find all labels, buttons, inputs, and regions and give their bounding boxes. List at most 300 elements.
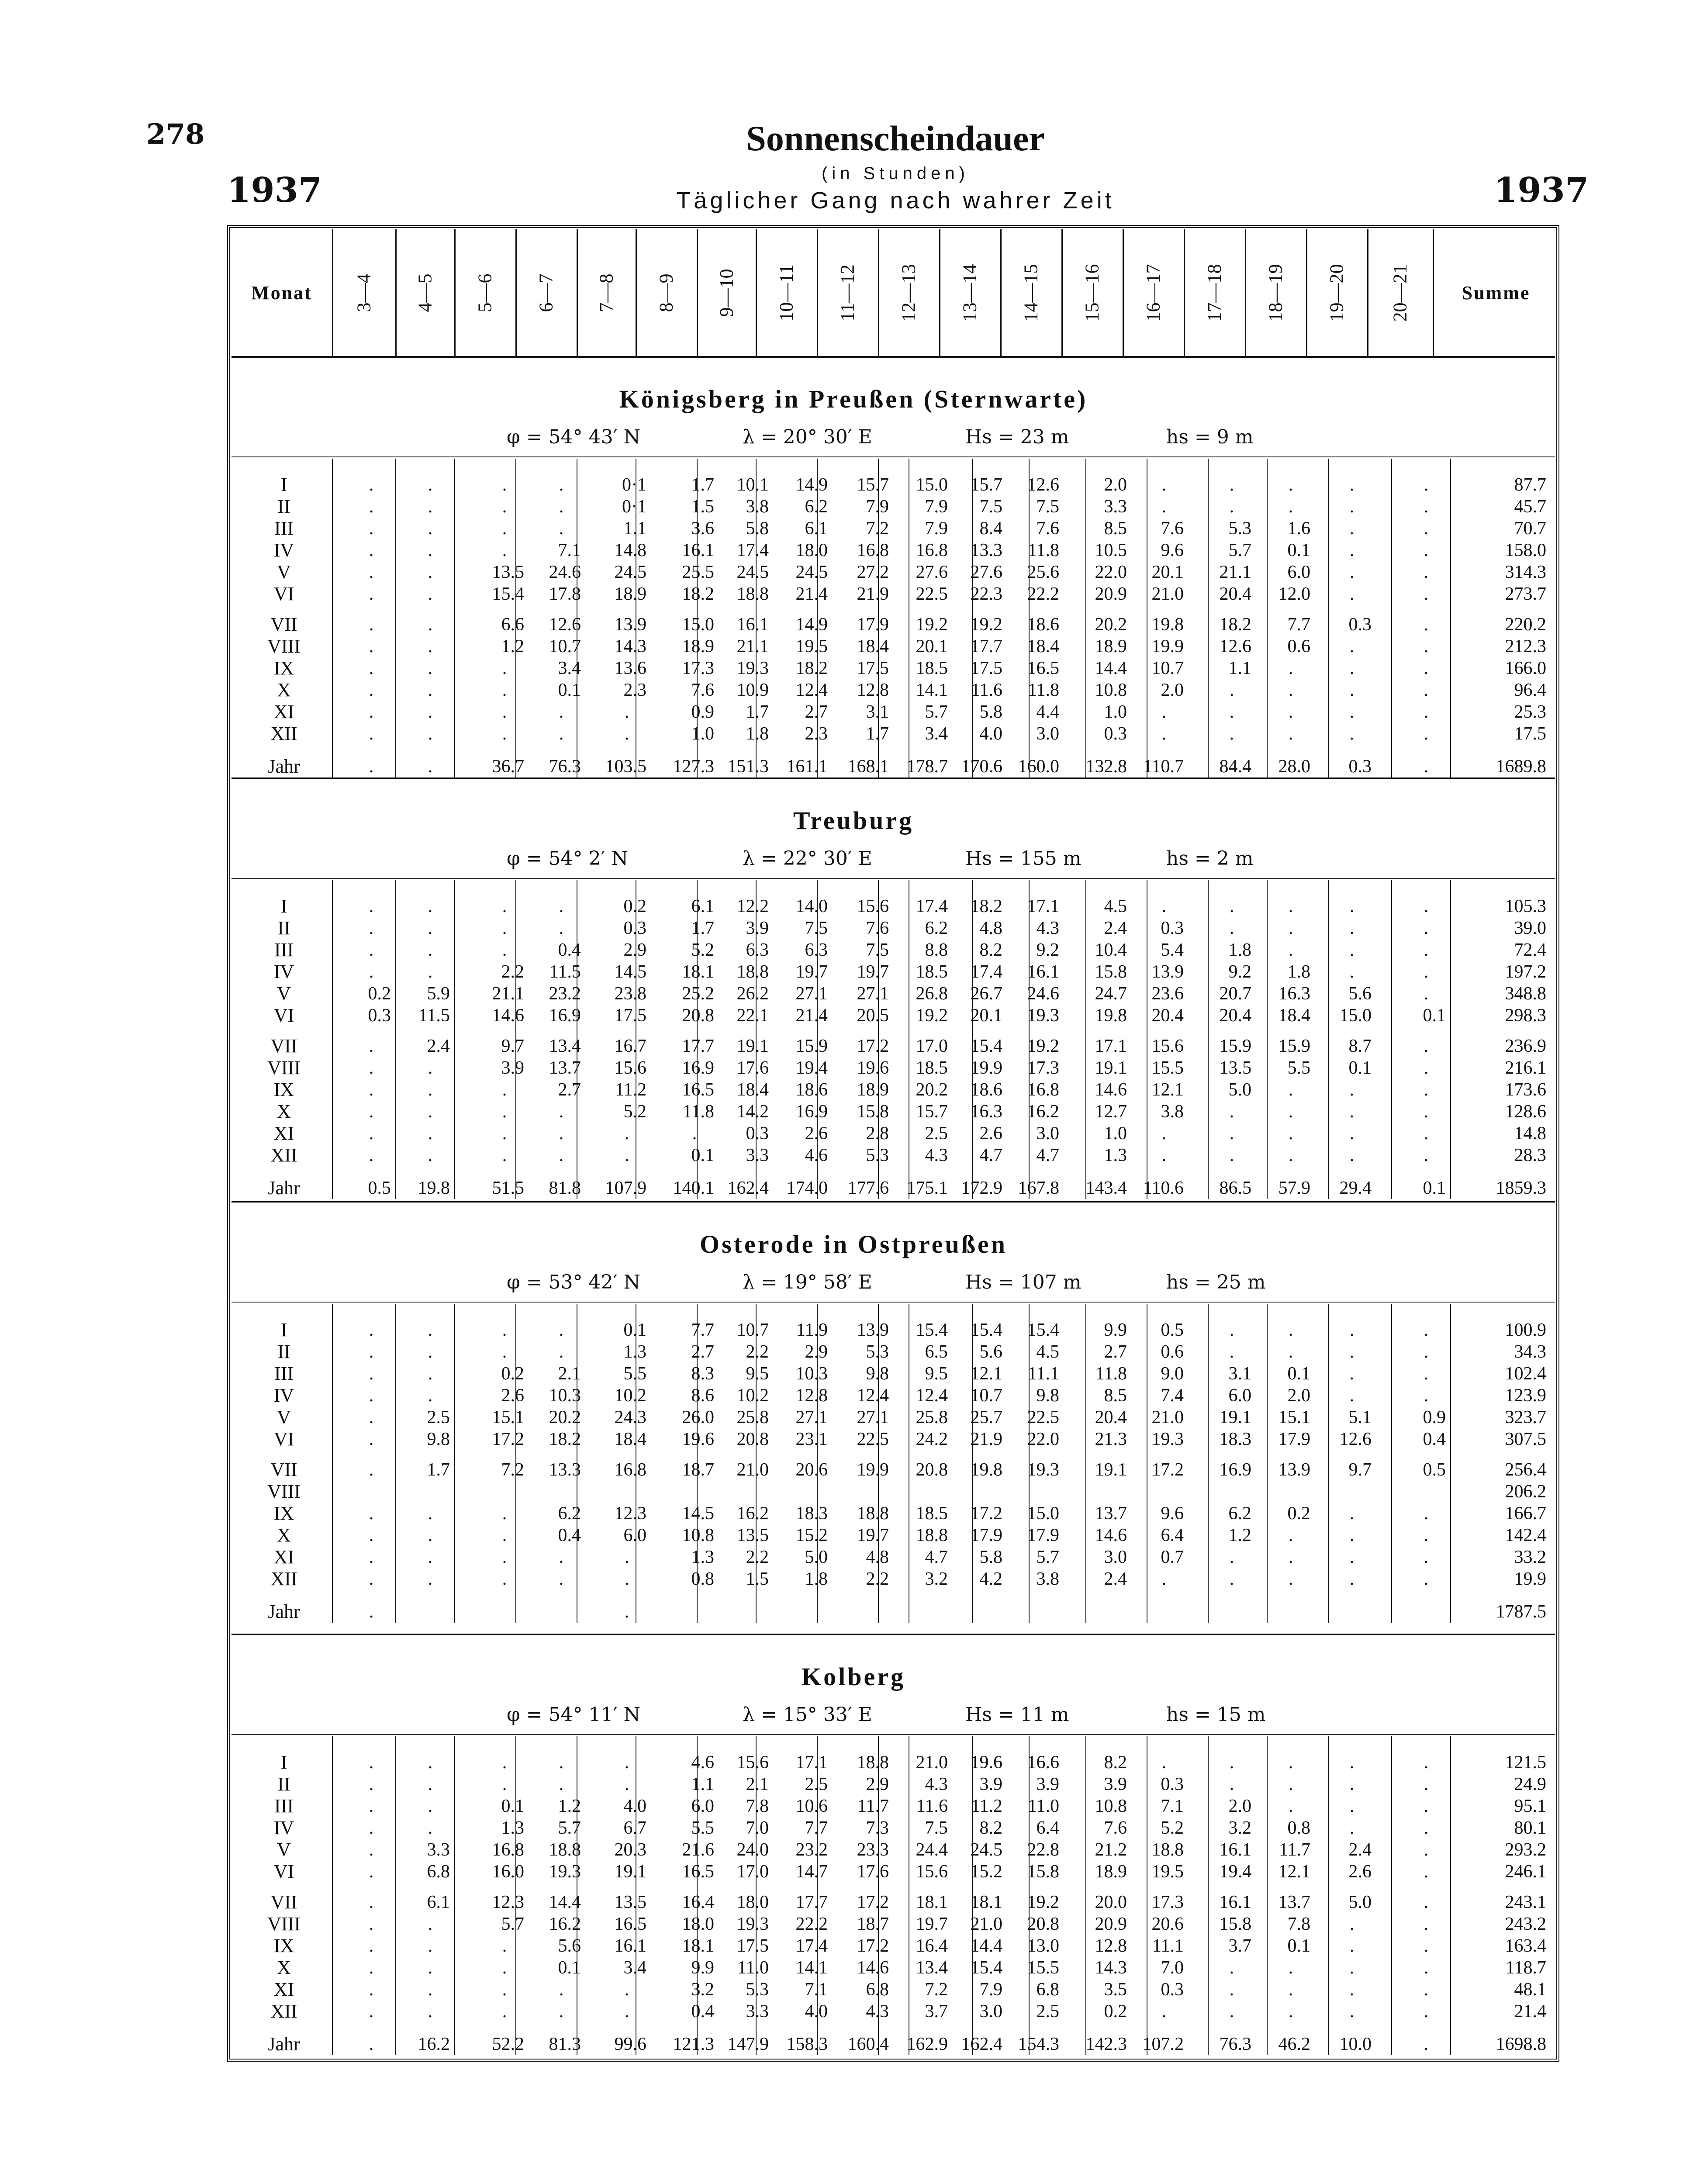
table-cell: 22.5 — [857, 1429, 889, 1449]
table-cell: . — [1349, 724, 1355, 744]
table-cell: . — [1349, 540, 1355, 560]
table-cell: . — [1161, 1752, 1167, 1773]
table-cell: . — [428, 702, 433, 722]
header-hour-text: 17—18 — [1203, 264, 1225, 321]
table-cell: 10.1 — [736, 475, 769, 495]
header-hour-3-4 — [332, 229, 395, 356]
table-cell: 2.8 — [866, 1123, 889, 1144]
table-cell: 0.1 — [501, 1796, 524, 1816]
row-sum: 298.3 — [1505, 1006, 1546, 1026]
table-cell: 15.7 — [916, 1102, 948, 1122]
row-sum: 128.6 — [1505, 1102, 1546, 1122]
table-cell: 3.8 — [746, 497, 769, 517]
table-cell: 12.0 — [1278, 584, 1310, 604]
table-cell: 18.2 — [795, 658, 828, 678]
table-cell: 14.6 — [1095, 1080, 1127, 1100]
table-cell: 127.3 — [673, 757, 714, 777]
table-cell: 20.4 — [1219, 584, 1251, 604]
table-cell: 22.0 — [1027, 1429, 1059, 1449]
row-sum: 323.7 — [1505, 1407, 1546, 1427]
table-cell: 17.2 — [857, 1892, 889, 1912]
table-cell: 13.9 — [614, 615, 646, 635]
table-cell: . — [1229, 1547, 1234, 1567]
table-cell: . — [1288, 1980, 1293, 2000]
table-cell: 17.4 — [736, 540, 769, 560]
table-cell: 2.4 — [1104, 918, 1127, 938]
table-cell: 20.8 — [736, 1429, 769, 1449]
table-cell: 18.3 — [1219, 1429, 1251, 1449]
table-cell: 22.5 — [1027, 1407, 1059, 1427]
table-cell: . — [1349, 1818, 1355, 1838]
page-number: 278 — [146, 118, 205, 151]
table-cell: 7.1 — [1161, 1796, 1184, 1816]
table-cell: 11.1 — [1028, 1364, 1059, 1384]
table-cell: 5.2 — [623, 1102, 646, 1122]
table-cell: 8.8 — [925, 940, 948, 960]
table-cell: 23.3 — [857, 1840, 889, 1860]
row-sum: 236.9 — [1505, 1036, 1546, 1056]
row-sum: 39.0 — [1514, 918, 1546, 938]
table-cell: 2.7 — [558, 1080, 581, 1100]
table-cell: 24.3 — [614, 1407, 646, 1427]
table-cell: 9.7 — [501, 1036, 524, 1056]
table-cell: . — [502, 1320, 507, 1340]
table-cell: . — [1229, 1123, 1234, 1144]
month-label: II — [277, 1341, 290, 1362]
table-cell: 16.3 — [970, 1102, 1002, 1122]
table-cell: 23.6 — [1151, 984, 1184, 1004]
table-cell: . — [428, 896, 433, 916]
section-lambda: λ = 19° 58′ E — [743, 1271, 872, 1293]
table-cell: 24.5 — [736, 562, 769, 582]
table-cell: 0.5 — [1423, 1460, 1446, 1480]
table-cell: 11.5 — [549, 962, 581, 982]
table-cell: 19.3 — [736, 658, 769, 678]
table-cell: . — [1424, 940, 1429, 960]
table-cell: . — [1288, 1080, 1293, 1100]
column-divider — [454, 1736, 455, 2055]
table-cell: 20.3 — [614, 1840, 646, 1860]
table-cell: . — [1349, 658, 1355, 678]
table-cell: . — [428, 757, 433, 777]
table-cell: 18.5 — [916, 1058, 948, 1078]
header-divider — [395, 229, 397, 356]
table-cell: 14.6 — [492, 1006, 524, 1026]
table-cell: 10.2 — [614, 1386, 646, 1406]
table-cell: 1.8 — [805, 1569, 828, 1589]
table-cell: 1.5 — [746, 1569, 769, 1589]
table-cell: . — [1424, 518, 1429, 539]
table-cell: 6.3 — [805, 940, 828, 960]
table-cell: . — [428, 1958, 433, 1978]
table-cell: . — [1349, 584, 1355, 604]
table-cell: 107.2 — [1142, 2034, 1184, 2054]
month-label: XII — [270, 2001, 297, 2022]
table-cell: . — [428, 1364, 433, 1384]
table-cell: 10.4 — [1095, 940, 1127, 960]
table-cell: 6.6 — [501, 615, 524, 635]
table-cell: 17.8 — [549, 584, 581, 604]
table-cell: . — [559, 918, 564, 938]
table-cell: 0.4 — [558, 940, 581, 960]
table-cell: 16.4 — [916, 1936, 948, 1956]
table-cell: 99.6 — [614, 2034, 646, 2054]
table-cell: 7.2 — [866, 518, 889, 539]
table-cell: 12.6 — [1219, 636, 1251, 657]
table-cell: 19.8 — [1095, 1006, 1127, 1026]
table-cell: 5.0 — [1348, 1892, 1372, 1912]
table-cell: 6.2 — [1228, 1503, 1251, 1524]
table-cell: 3.9 — [746, 918, 769, 938]
table-cell: 20.6 — [1151, 1914, 1184, 1934]
table-cell: . — [559, 1123, 564, 1144]
table-cell: 3.7 — [1228, 1936, 1251, 1956]
table-cell: . — [1424, 1145, 1429, 1165]
table-cell: 0.8 — [1287, 1818, 1310, 1838]
table-cell: 17.5 — [736, 1936, 769, 1956]
table-cell: 7.7 — [1287, 615, 1310, 635]
table-cell: . — [502, 475, 507, 495]
table-cell: 17.7 — [970, 636, 1002, 657]
table-cell: 17.0 — [736, 1862, 769, 1882]
header-hour-text: 5—6 — [474, 273, 496, 312]
header-divider — [1000, 229, 1002, 356]
table-cell: 27.2 — [857, 562, 889, 582]
table-cell: . — [1288, 702, 1293, 722]
table-cell: . — [1229, 724, 1234, 744]
table-cell: . — [1229, 1980, 1234, 2000]
table-cell: . — [369, 1569, 374, 1589]
header-hour-15-16 — [1061, 229, 1123, 356]
table-cell: 3.5 — [1104, 1980, 1127, 2000]
table-cell: . — [559, 497, 564, 517]
table-cell: 15.9 — [795, 1036, 828, 1056]
column-divider — [1391, 880, 1392, 1199]
table-cell: 160.4 — [847, 2034, 889, 2054]
table-cell: . — [428, 540, 433, 560]
table-cell: 15.4 — [970, 1320, 1002, 1340]
table-cell: 20.9 — [1095, 584, 1127, 604]
table-cell: . — [1424, 1936, 1429, 1956]
header-divider — [577, 229, 578, 356]
month-label: VIII — [267, 1913, 301, 1935]
table-cell: 20.2 — [1095, 615, 1127, 635]
table-cell: 2.9 — [623, 940, 646, 960]
table-cell: 17.4 — [916, 896, 948, 916]
table-cell: 12.1 — [970, 1364, 1002, 1384]
table-cell: 12.4 — [916, 1386, 948, 1406]
month-label: XI — [273, 1123, 294, 1144]
table-cell: . — [428, 1774, 433, 1794]
table-cell: . — [1288, 1342, 1293, 1362]
column-divider — [1450, 1736, 1451, 2055]
table-cell: 14.2 — [736, 1102, 769, 1122]
table-cell: 0.9 — [1423, 1407, 1446, 1427]
table-cell: . — [1424, 497, 1429, 517]
table-cell: 6.8 — [866, 1980, 889, 2000]
table-cell: 14.7 — [795, 1862, 828, 1882]
table-cell: 0.3 — [1161, 1774, 1184, 1794]
table-cell: 2.0 — [1228, 1796, 1251, 1816]
table-cell: 12.8 — [1095, 1936, 1127, 1956]
table-cell: 22.1 — [736, 1006, 769, 1026]
table-cell: . — [559, 1320, 564, 1340]
table-cell: 21.9 — [857, 584, 889, 604]
table-cell: . — [1349, 1386, 1355, 1406]
table-cell: 11.2 — [971, 1796, 1002, 1816]
table-cell: . — [502, 702, 507, 722]
table-cell: . — [369, 2001, 374, 2022]
table-cell: 20.8 — [1027, 1914, 1059, 1934]
table-cell: 4.0 — [979, 724, 1002, 744]
table-cell: 2.6 — [501, 1386, 524, 1406]
table-cell: 19.2 — [916, 1006, 948, 1026]
table-cell: . — [1424, 1036, 1429, 1056]
table-cell: . — [502, 1980, 507, 2000]
table-cell: 25.7 — [970, 1407, 1002, 1427]
table-cell: . — [369, 1958, 374, 1978]
table-cell: 110.7 — [1143, 757, 1184, 777]
table-cell: . — [502, 1145, 507, 1165]
table-cell: 14.1 — [916, 680, 948, 700]
table-cell: . — [1288, 1569, 1293, 1589]
table-cell: 161.1 — [786, 757, 828, 777]
row-sum: 163.4 — [1505, 1936, 1546, 1956]
month-label: I — [280, 1752, 287, 1773]
table-cell: 11.8 — [1028, 540, 1059, 560]
table-cell: 13.6 — [614, 658, 646, 678]
table-cell: 12.1 — [1278, 1862, 1310, 1882]
table-cell: 17.2 — [857, 1936, 889, 1956]
table-cell: 5.3 — [866, 1145, 889, 1165]
month-label: IV — [273, 1385, 294, 1406]
table-cell: . — [1424, 1892, 1429, 1912]
table-cell: . — [369, 497, 374, 517]
table-cell: 0.1 — [1287, 1936, 1310, 1956]
table-cell: 20.4 — [1151, 1006, 1184, 1026]
table-cell: 7.6 — [1161, 518, 1184, 539]
table-cell: 12.8 — [857, 680, 889, 700]
table-cell: 12.6 — [1339, 1429, 1372, 1449]
month-label: IV — [273, 1817, 294, 1838]
table-cell: 20.8 — [682, 1006, 714, 1026]
table-cell: 3.0 — [1104, 1547, 1127, 1567]
table-cell: 1.3 — [623, 1342, 646, 1362]
table-cell: 13.9 — [857, 1320, 889, 1340]
table-cell: 24.5 — [970, 1840, 1002, 1860]
header-hour-text: 6—7 — [535, 273, 557, 312]
table-cell: . — [1349, 1774, 1355, 1794]
table-cell: 16.2 — [1027, 1102, 1059, 1122]
row-sum: 166.0 — [1505, 658, 1546, 678]
header-divider — [939, 229, 940, 356]
header-hour-17-18 — [1184, 229, 1245, 356]
table-cell: 0.1 — [1348, 1058, 1372, 1078]
table-cell: 15.6 — [614, 1058, 646, 1078]
table-cell: 18.5 — [916, 658, 948, 678]
table-cell: . — [1424, 1080, 1429, 1100]
table-cell: 143.4 — [1085, 1178, 1127, 1198]
header-month-label — [232, 229, 332, 356]
table-cell: 7.1 — [558, 540, 581, 560]
month-label: XI — [273, 1546, 294, 1568]
table-cell: 2.6 — [979, 1123, 1002, 1144]
table-cell: 16.7 — [614, 1036, 646, 1056]
table-cell: 51.5 — [492, 1178, 524, 1198]
table-cell: . — [369, 1862, 374, 1882]
month-label: VI — [273, 583, 294, 605]
table-cell: . — [428, 962, 433, 982]
table-cell: . — [624, 1752, 629, 1773]
header-hour-10-11 — [756, 229, 817, 356]
table-cell: 18.9 — [682, 636, 714, 657]
table-cell: 27.6 — [970, 562, 1002, 582]
table-cell: 3.7 — [925, 2001, 948, 2022]
table-cell: 12.1 — [1151, 1080, 1184, 1100]
table-cell: 19.6 — [970, 1752, 1002, 1773]
table-cell: . — [1349, 1752, 1355, 1773]
table-cell: 4.3 — [1036, 918, 1059, 938]
table-cell: 18.5 — [916, 962, 948, 982]
row-sum: 206.2 — [1505, 1482, 1546, 1502]
table-cell: 12.7 — [1095, 1102, 1127, 1122]
table-cell: 6.1 — [427, 1892, 450, 1912]
table-cell: 3.3 — [427, 1840, 450, 1860]
table-cell: . — [1288, 2001, 1293, 2022]
table-cell: 16.5 — [1027, 658, 1059, 678]
table-cell: 19.1 — [1095, 1460, 1127, 1480]
table-cell: 15.8 — [1095, 962, 1127, 982]
month-label: Jahr — [268, 1601, 300, 1622]
row-sum: 121.5 — [1505, 1752, 1546, 1773]
table-cell: 4.7 — [925, 1547, 948, 1567]
header-hour-text: 19—20 — [1326, 264, 1348, 321]
table-cell: . — [369, 1774, 374, 1794]
table-cell: 7.7 — [691, 1320, 714, 1340]
table-cell: 18.1 — [682, 962, 714, 982]
table-cell: 3.9 — [1104, 1774, 1127, 1794]
table-cell: 16.8 — [916, 540, 948, 560]
table-cell: 18.8 — [549, 1840, 581, 1860]
table-cell: 15.6 — [1151, 1036, 1184, 1056]
table-cell: . — [1424, 540, 1429, 560]
table-cell: . — [1424, 475, 1429, 495]
column-divider — [1391, 1736, 1392, 2055]
table-cell: . — [624, 2001, 629, 2022]
table-cell: 0.3 — [1161, 918, 1184, 938]
table-cell: 18.1 — [682, 1936, 714, 1956]
header-divider — [878, 229, 879, 356]
table-cell: . — [1288, 1123, 1293, 1144]
table-cell: 21.0 — [1151, 1407, 1184, 1427]
table-cell: 0.3 — [1348, 615, 1372, 635]
section-separator — [232, 778, 1555, 779]
table-cell: 16.5 — [682, 1862, 714, 1882]
table-cell: 8.7 — [1348, 1036, 1372, 1056]
table-cell: . — [559, 1752, 564, 1773]
table-cell: . — [428, 1386, 433, 1406]
table-cell: 27.1 — [795, 984, 828, 1004]
table-cell: 1.7 — [427, 1460, 450, 1480]
table-cell: 2.7 — [805, 702, 828, 722]
row-sum: 118.7 — [1506, 1958, 1546, 1978]
table-cell: 1.7 — [746, 702, 769, 722]
table-cell: . — [369, 1796, 374, 1816]
table-cell: . — [428, 940, 433, 960]
section-separator — [232, 1634, 1555, 1635]
page-subtitle: Täglicher Gang nach wahrer Zeit — [676, 187, 1115, 214]
table-cell: 168.1 — [847, 757, 889, 777]
table-cell: 22.2 — [795, 1914, 828, 1934]
table-cell: 2.2 — [746, 1547, 769, 1567]
month-label: IX — [273, 657, 294, 679]
table-cell: 21.1 — [1219, 562, 1251, 582]
table-cell: 18.8 — [1151, 1840, 1184, 1860]
header-divider — [1184, 229, 1185, 356]
table-cell: 0.7 — [1161, 1547, 1184, 1567]
table-cell: 4.0 — [805, 2001, 828, 2022]
table-cell: 8.2 — [979, 940, 1002, 960]
table-cell: 107.9 — [605, 1178, 646, 1198]
table-cell: 19.3 — [736, 1914, 769, 1934]
table-cell: . — [1349, 2001, 1355, 2022]
table-cell: . — [1424, 984, 1429, 1004]
section-h: hs = 9 m — [1166, 426, 1254, 448]
row-sum: 1859.3 — [1496, 1178, 1546, 1198]
header-divider — [817, 229, 818, 356]
row-sum: 158.0 — [1505, 540, 1546, 560]
table-cell: . — [559, 2001, 564, 2022]
table-cell: 27.1 — [795, 1407, 828, 1427]
header-hour-18-19 — [1245, 229, 1306, 356]
header-hour-text: 12—13 — [898, 264, 919, 321]
table-cell: 5.7 — [501, 1914, 524, 1934]
table-cell: . — [369, 918, 374, 938]
table-cell: 5.0 — [1228, 1080, 1251, 1100]
column-divider — [332, 880, 333, 1199]
table-cell: 0.1 — [558, 680, 581, 700]
table-cell: 20.9 — [1095, 1914, 1127, 1934]
table-cell: . — [1161, 2001, 1167, 2022]
table-cell: 4.5 — [1036, 1342, 1059, 1362]
table-cell: 29.4 — [1339, 1178, 1372, 1198]
table-cell: . — [1424, 636, 1429, 657]
table-cell: 16.1 — [614, 1936, 646, 1956]
table-cell: 4.0 — [623, 1796, 646, 1816]
table-cell: . — [1349, 497, 1355, 517]
table-cell: 16.9 — [1219, 1460, 1251, 1480]
table-cell: . — [369, 724, 374, 744]
section-H: Hs = 11 m — [965, 1704, 1069, 1726]
table-cell: 10.9 — [736, 680, 769, 700]
table-cell: . — [428, 724, 433, 744]
table-cell: 2.0 — [1287, 1386, 1310, 1406]
column-divider — [395, 1304, 396, 1623]
row-sum: 273.7 — [1505, 584, 1546, 604]
table-cell: 84.4 — [1219, 757, 1251, 777]
header-divider — [1061, 229, 1063, 356]
table-cell: 7.9 — [979, 1980, 1002, 2000]
table-cell: 5.7 — [1228, 540, 1251, 560]
table-cell: . — [1424, 896, 1429, 916]
table-cell: 10.7 — [549, 636, 581, 657]
table-cell: 7.2 — [925, 1980, 948, 2000]
row-sum: 293.2 — [1505, 1840, 1546, 1860]
table-cell: . — [1229, 1320, 1234, 1340]
table-cell: 10.7 — [1151, 658, 1184, 678]
table-cell: 16.8 — [1027, 1080, 1059, 1100]
header-divider — [1433, 229, 1434, 356]
